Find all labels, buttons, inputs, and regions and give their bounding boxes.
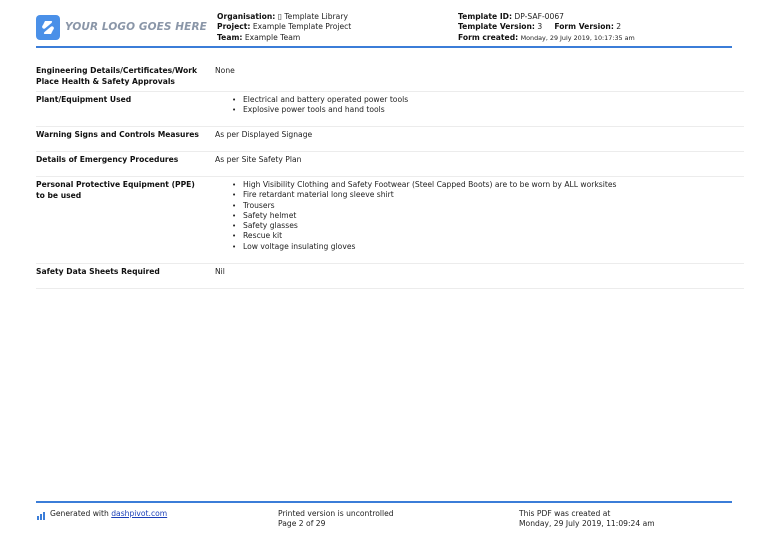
list-item: • Low voltage insulating gloves xyxy=(215,242,616,252)
dashpivot-link[interactable]: dashpivot.com xyxy=(111,509,168,518)
printed-notice: Printed version is uncontrolled xyxy=(278,509,394,518)
field-label: Warning Signs and Controls Measures xyxy=(36,130,199,139)
field-label: Safety Data Sheets Required xyxy=(36,267,160,276)
dashpivot-bars-icon xyxy=(37,510,46,520)
field-value-list xyxy=(215,180,616,252)
list-item: • Safety glasses xyxy=(215,221,616,231)
field-value-list xyxy=(215,95,408,116)
template-version-label: Template Version: xyxy=(458,22,535,32)
field-row-emergency-procedures xyxy=(36,152,744,177)
field-row-engineering-details xyxy=(36,66,744,92)
field-value: None xyxy=(215,66,235,75)
field-value: As per Displayed Signage xyxy=(215,130,313,139)
field-row-safety-data-sheets xyxy=(36,264,744,289)
list-item: • Explosive power tools and hand tools xyxy=(215,105,408,115)
list-item: • High Visibility Clothing and Safety Footwear (Steel Capped Boots) are to be worn by ALL worksites xyxy=(215,180,616,190)
list-item: • Safety helmet xyxy=(215,211,616,221)
pdf-created-value: Monday, 29 July 2019, 11:09:24 am xyxy=(519,519,655,529)
field-label: Details of Emergency Procedures xyxy=(36,155,179,164)
pdf-created-label: This PDF was created at xyxy=(519,509,611,518)
footer-divider xyxy=(36,501,732,503)
pdf-created-info xyxy=(519,509,655,530)
organisation-label: Organisation: xyxy=(217,12,276,21)
field-label: Plant/Equipment Used xyxy=(36,95,132,104)
logo-text: YOUR LOGO GOES HERE xyxy=(65,21,207,33)
generated-with xyxy=(37,509,167,520)
header-project-info xyxy=(217,12,351,43)
version-line xyxy=(458,22,635,32)
project-label: Project: xyxy=(217,22,251,32)
form-created-value: Monday, 29 July 2019, 10:17:35 am xyxy=(520,33,635,42)
field-row-plant-equipment xyxy=(36,92,744,127)
organisation-line xyxy=(217,12,351,22)
form-version-value: 2 xyxy=(616,22,622,32)
field-label: Engineering Details/Certificates/Work Place Health & Safety Approvals xyxy=(36,66,198,86)
header-divider xyxy=(36,46,732,48)
template-version-value: 3 xyxy=(537,22,543,32)
team-line xyxy=(217,33,351,43)
page-info: Page 2 of 29 xyxy=(278,519,326,529)
form-created-line xyxy=(458,33,635,43)
team-label: Team: xyxy=(217,32,243,42)
form-version-label: Form Version: xyxy=(554,22,614,32)
template-id-label: Template ID: xyxy=(458,12,512,21)
list-item: • Electrical and battery operated power tools xyxy=(215,95,408,105)
list-item: • Rescue kit xyxy=(215,231,616,241)
field-row-ppe xyxy=(36,177,744,264)
field-value: Nil xyxy=(215,267,225,276)
field-label: Personal Protective Equipment (PPE) to be used xyxy=(36,180,195,200)
team-value: Example Team xyxy=(244,32,301,42)
list-item: • Trousers xyxy=(215,201,616,211)
project-line xyxy=(217,22,351,32)
template-id-value: DP-SAF-0067 xyxy=(514,12,565,21)
template-id-line xyxy=(458,12,635,22)
field-value: As per Site Safety Plan xyxy=(215,155,302,164)
generated-prefix: Generated with xyxy=(50,509,109,518)
list-item: • Fire retardant material long sleeve shirt xyxy=(215,190,616,200)
project-value: Example Template Project xyxy=(252,22,352,32)
form-created-label: Form created: xyxy=(458,32,519,42)
organisation-value: ▯ Template Library xyxy=(277,12,348,21)
print-info xyxy=(278,509,394,530)
logo-icon xyxy=(36,15,60,40)
header-template-info xyxy=(458,12,635,43)
field-row-warning-signs xyxy=(36,127,744,152)
